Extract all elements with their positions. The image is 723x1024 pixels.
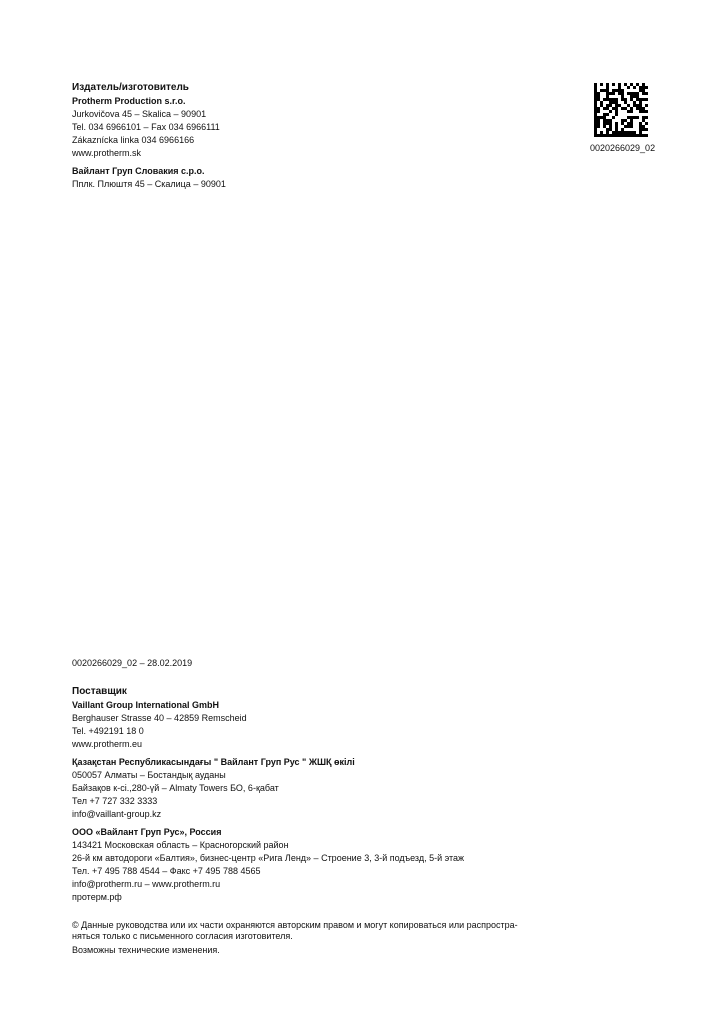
- publisher-website[interactable]: www.protherm.sk: [72, 148, 142, 158]
- supplier-website[interactable]: www.protherm.eu: [72, 739, 143, 749]
- copyright-line-2: няться только с письменного согласия изготовителя.: [72, 931, 293, 941]
- kz-company: Қазақстан Республикасындағы " Вайлант Груп Рус " ЖШҚ өкілі: [72, 757, 355, 767]
- copyright-line-1: © Данные руководства или их части охраняются авторским правом и могут копироваться или распростра-: [72, 920, 518, 930]
- publisher-address-ru: Пплк. Плюштя 45 – Скалица – 90901: [72, 179, 226, 189]
- publisher-heading: Издатель/изготовитель: [72, 82, 189, 93]
- publisher-company-ru: Вайлант Груп Словакия с.р.о.: [72, 166, 205, 176]
- supplier-heading: Поставщик: [72, 686, 127, 697]
- publisher-section: [72, 81, 226, 191]
- publisher-address: Jurkovičova 45 – Skalica – 90901: [72, 109, 207, 119]
- publisher-hotline: Zákaznícka linka 034 6966166: [72, 135, 195, 145]
- ru-address-region: 143421 Московская область – Красногорский район: [72, 840, 289, 850]
- copyright-line-3: Возможны технические изменения.: [72, 945, 220, 955]
- publisher-phone: Tel. 034 6966101 – Fax 034 6966111: [72, 122, 220, 132]
- ru-website-rf[interactable]: протерм.рф: [72, 892, 122, 902]
- kz-email[interactable]: info@vaillant-group.kz: [72, 809, 162, 819]
- supplier-address: Berghauser Strasse 40 – 42859 Remscheid: [72, 713, 247, 723]
- kz-phone: Тел +7 727 332 3333: [72, 796, 158, 806]
- datamatrix-code-icon: [594, 83, 648, 137]
- kz-address-street: Байзақов к-сі.,280-үй – Almaty Towers БО, 6-қабат: [72, 783, 279, 793]
- kz-address-city: 050057 Алматы – Бостандық ауданы: [72, 770, 226, 780]
- copyright-section: [72, 920, 518, 956]
- ru-email-website[interactable]: info@protherm.ru – www.protherm.ru: [72, 879, 221, 889]
- ru-company: ООО «Вайлант Груп Рус», Россия: [72, 827, 222, 837]
- qr-code-label: 0020266029_02: [590, 143, 656, 153]
- ru-phone-fax: Тел. +7 495 788 4544 – Факс +7 495 788 4565: [72, 866, 261, 876]
- supplier-section: [72, 685, 464, 904]
- ru-address-street: 26-й км автодороги «Балтия», бизнес-центр «Рига Ленд» – Строение 3, 3-й подъезд, 5-й этаж: [72, 853, 465, 863]
- supplier-company: Vaillant Group International GmbH: [72, 700, 220, 710]
- publisher-company: Protherm Production s.r.o.: [72, 96, 186, 106]
- document-reference: 0020266029_02 – 28.02.2019: [72, 658, 193, 668]
- supplier-phone: Tel. +492191 18 0: [72, 726, 144, 736]
